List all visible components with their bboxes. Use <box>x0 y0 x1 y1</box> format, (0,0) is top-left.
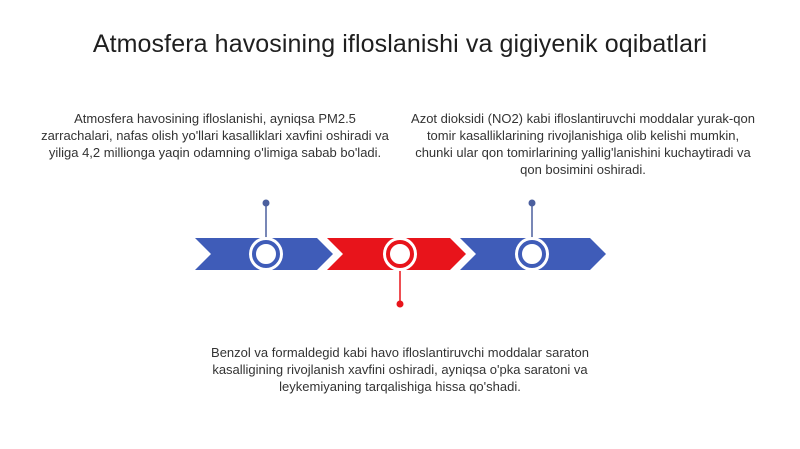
timeline-text-1: Atmosfera havosining ifloslanishi, ayniqsa PM2.5 zarrachalari, nafas olish yo'llari kasalliklari xavfini oshiradi va yiliga 4,2 millionga yaqin odamning o'limiga sabab bo'ladi. <box>41 111 389 160</box>
connector-dot-1 <box>263 200 270 207</box>
timeline-text-3: Azot dioksidi (NO2) kabi ifloslantiruvchi moddalar yurak-qon tomir kasalliklarining rivojlanishiga olib kelishi mumkin, chunki ular qon tomirlarining yallig'lanishini kuchaytiradi va qon bosimini oshiradi. <box>411 111 755 177</box>
milestone-ring-2 <box>388 242 412 266</box>
timeline-text-2: Benzol va formaldegid kabi havo ifloslantiruvchi moddalar saraton kasalligining rivojlanish xavfini oshiradi, ayniqsa o'pka saratoni va leykemiyaning tarqalishiga hissa qo'shadi. <box>211 345 589 394</box>
connector-dot-3 <box>529 200 536 207</box>
milestone-ring-1 <box>254 242 278 266</box>
connector-dot-2 <box>397 301 404 308</box>
slide-title: Atmosfera havosining ifloslanishi va gigiyenik oqibatlari <box>92 30 708 58</box>
milestone-ring-3 <box>520 242 544 266</box>
